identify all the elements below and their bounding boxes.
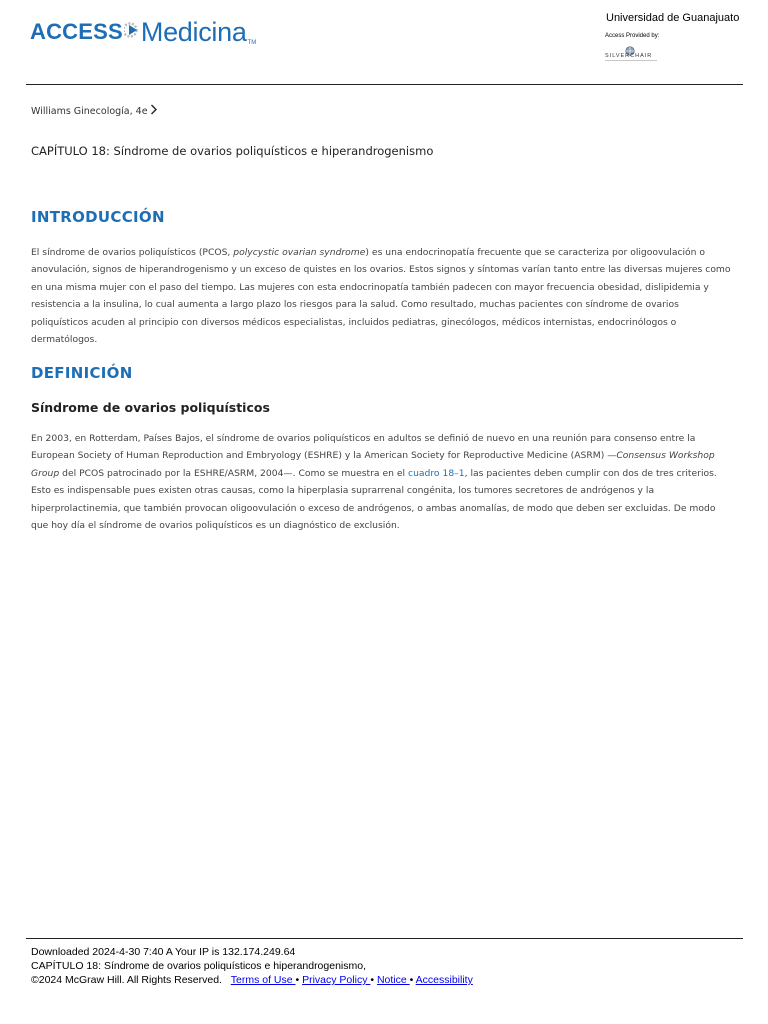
footer-divider xyxy=(26,938,743,939)
subsection-heading: Síndrome de ovarios poliquísticos xyxy=(31,400,270,415)
paragraph-line: resistencia a la insulina, lo cual aumenta a largo plazo los riesgos para la salud. Como resultado, muchas pacientes con síndrome de ovarios xyxy=(31,299,679,311)
paragraph-line: dermatólogos. xyxy=(31,334,98,346)
paragraph-line: European Society of Human Reproduction and Embryology (ESHRE) y la American Society for Reproductive Medicine (ASRM) —Consensus Workshop xyxy=(31,450,715,462)
copyright-text: ©2024 McGraw Hill. All Rights Reserved. xyxy=(31,974,222,986)
breadcrumb-book-link[interactable]: Williams Ginecología, 4e xyxy=(31,105,148,117)
accessmedicina-logo[interactable] xyxy=(30,10,256,54)
logo-medicina-text: Medicina xyxy=(140,16,247,47)
access-provided-label: Access Provided by: xyxy=(605,33,660,39)
paragraph-line: Group del PCOS patrocinado por la ESHRE/ASRM, 2004—. Como se muestra en el cuadro 18–1, las pacientes deben cumplir con dos de tres criterios. xyxy=(31,467,717,479)
header-divider xyxy=(26,84,743,85)
table-reference-link[interactable]: cuadro 18–1 xyxy=(408,467,465,479)
institution-name: Universidad de Guanajuato xyxy=(606,12,740,24)
page-footer xyxy=(31,945,473,987)
footer-chapter-line: CAPÍTULO 18: Síndrome de ovarios poliquísticos e hiperandrogenismo, xyxy=(31,960,367,972)
silverchair-underline xyxy=(605,60,657,61)
link-separator: • xyxy=(370,974,377,986)
paragraph-line: en una misma mujer con el paso del tiempo. Las mujeres con esta endocrinopatía también padecen con mayor frecuencia obesidad, dislipidemia y xyxy=(31,281,709,293)
download-info: Downloaded 2024-4-30 7:40 A Your IP is 132.174.249.64 xyxy=(31,946,296,958)
footer-legal-line xyxy=(31,973,473,987)
link-separator: • xyxy=(409,974,416,986)
breadcrumb[interactable] xyxy=(31,104,158,118)
logo-access-text: ACCESS xyxy=(30,19,123,44)
paragraph-line: El síndrome de ovarios poliquísticos (PCOS, polycystic ovarian syndrome) es una endocrinopatía frecuente que se caracteriza por oligoovulación o xyxy=(31,247,706,258)
chapter-title: CAPÍTULO 18: Síndrome de ovarios poliquísticos e hiperandrogenismo xyxy=(31,144,434,158)
page-header xyxy=(0,0,768,85)
accessibility-link[interactable]: Accessibility xyxy=(415,974,473,986)
paragraph-line: poliquísticos acuden al principio con diversos médicos especialistas, incluidos pediatras, ginecólogos, médicos internistas, endocrinólogos o xyxy=(31,316,677,328)
silverchair-wordmark: SILVERCHAIR xyxy=(605,53,653,59)
definition-paragraph xyxy=(31,430,743,534)
silverchair-logo xyxy=(605,41,665,63)
paragraph-line: hiperprolactinemia, que también provocan oligoovulación o exceso de andrógenos, o ambas anomalías, de modo que deben ser excluidas. De modo xyxy=(31,502,716,514)
link-separator: • xyxy=(295,974,303,986)
section-heading-definicion: DEFINICIÓN xyxy=(31,364,133,382)
paragraph-line: que hoy día el síndrome de ovarios poliquísticos es un diagnóstico de exclusión. xyxy=(31,520,400,532)
gear-arrow-icon xyxy=(124,19,140,45)
notice-link[interactable]: Notice xyxy=(376,974,410,986)
privacy-policy-link[interactable]: Privacy Policy xyxy=(302,974,371,986)
intro-paragraph xyxy=(31,244,743,348)
logo-trademark: TM xyxy=(247,40,257,46)
chevron-right-icon xyxy=(150,104,158,118)
paragraph-line: Esto es indispensable pues existen otras causas, como la hiperplasia suprarrenal congénita, los tumores secretores de andrógenos y la xyxy=(31,485,655,497)
section-heading-introduccion: INTRODUCCIÓN xyxy=(31,208,165,226)
paragraph-line: anovulación, signos de hiperandrogenismo y un exceso de quistes en los ovarios. Estos signos y síntomas varían tanto entre las diversas mujeres como xyxy=(31,264,731,276)
terms-of-use-link[interactable]: Terms of Use xyxy=(230,974,296,986)
paragraph-line: En 2003, en Rotterdam, Países Bajos, el síndrome de ovarios poliquísticos en adultos se definió de nuevo en una reunión para consenso entre la xyxy=(31,433,696,444)
